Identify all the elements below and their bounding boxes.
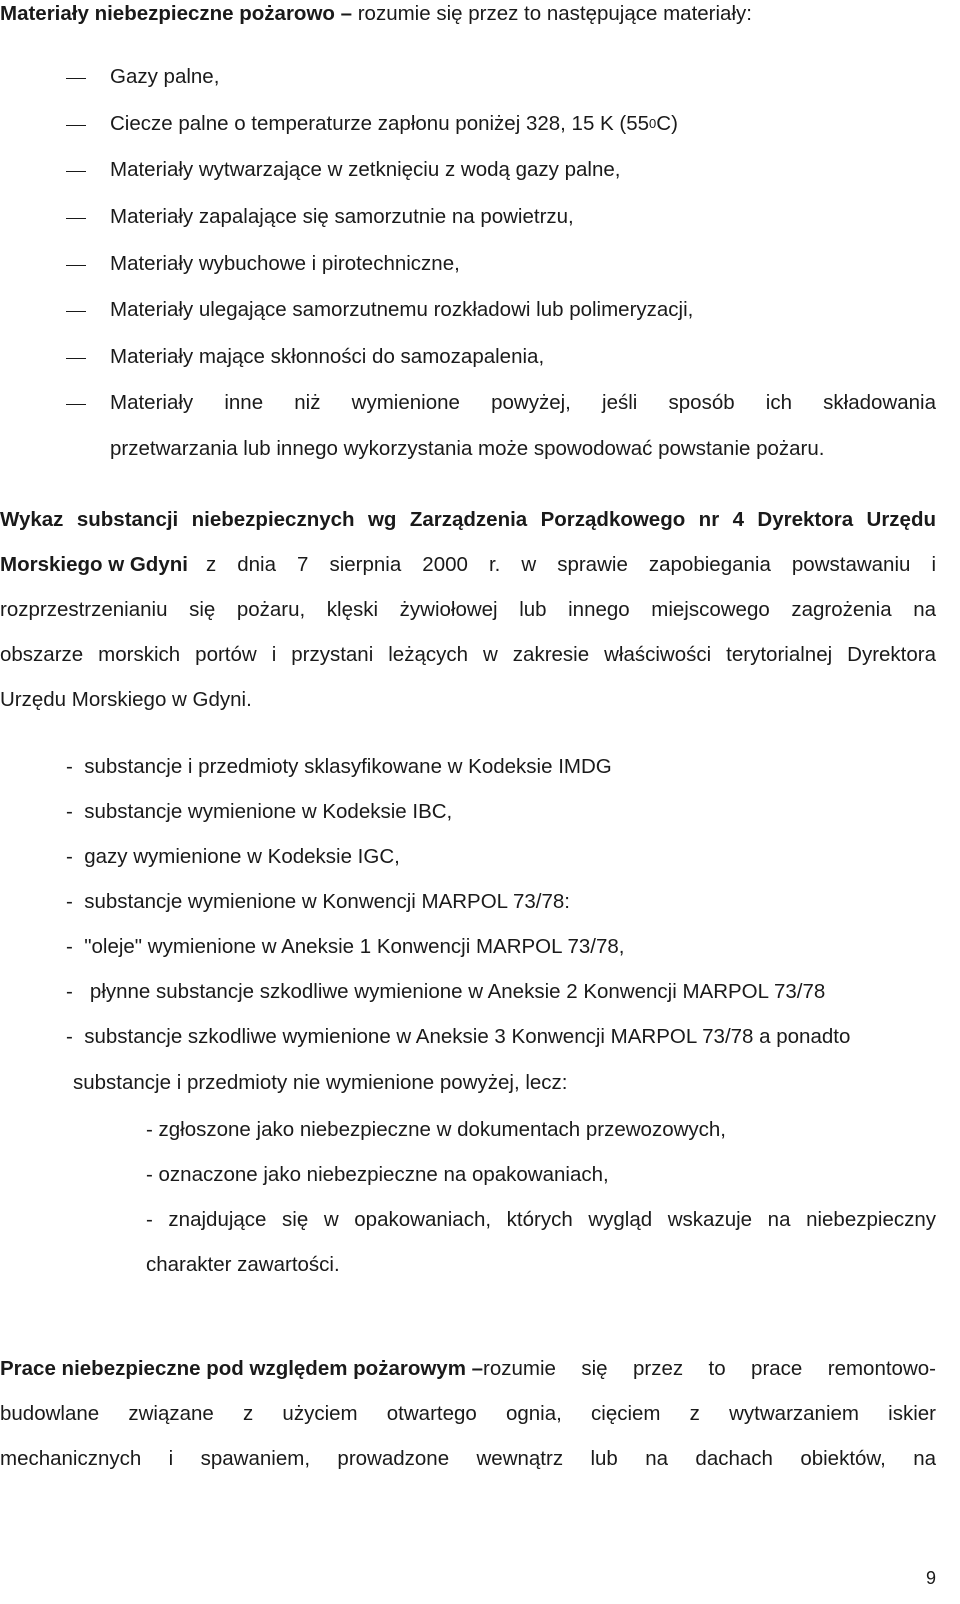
section2-line [0,553,936,577]
list-dash [66,218,86,219]
section1-heading-bold: Materiały niebezpieczne pożarowo – [0,2,353,25]
sublist-item: - zgłoszone jako niebezpieczne w dokumentach przewozowych, [146,1118,727,1141]
list-dash [66,404,86,405]
list-item: - gazy wymienione w Kodeksie IGC, [66,845,400,868]
list-item: Gazy palne, [110,65,220,88]
section3-line: budowlane związane z użyciem otwartego ognia, cięciem z wytwarzaniem iskier [0,1402,936,1425]
list-item: Materiały ulegające samorzutnemu rozkładowi lub polimeryzacji, [110,298,694,321]
list-item: - "oleje" wymienione w Aneksie 1 Konwencji MARPOL 73/78, [66,935,625,958]
list-dash [66,265,86,266]
list-item: Materiały wybuchowe i pirotechniczne, [110,252,460,275]
section3-line [0,1357,936,1381]
section2-text-segment: z dnia 7 sierpnia 2000 r. w sprawie zapobiegania powstawaniu i [205,553,936,576]
list-item-continuation: przetwarzania lub innego wykorzystania może spowodować powstanie pożaru. [110,437,825,460]
section2-line: Wykaz substancji niebezpiecznych wg Zarządzenia Porządkowego nr 4 Dyrektora Urzędu [0,508,936,531]
list-item: - substancje i przedmioty sklasyfikowane w Kodeksie IMDG [66,755,612,778]
list-item-continuation: substancje i przedmioty nie wymienione powyżej, lecz: [73,1071,568,1094]
list-dash [66,311,86,312]
section1-heading [0,2,752,26]
sublist-item: - znajdujące się w opakowaniach, których wygląd wskazuje na niebezpieczny [146,1208,936,1231]
list-item: - płynne substancje szkodliwe wymienione w Aneksie 2 Konwencji MARPOL 73/78 [66,980,826,1003]
list-item: Ciecze palne o temperaturze zapłonu poniżej 328, 15 K $(55^0C)$ [110,112,678,135]
list-dash [66,358,86,359]
list-item: Materiały inne niż wymienione powyżej, jeśli sposób ich składowania [110,391,936,414]
list-dash [66,78,86,79]
section1-heading-rest: rozumie się przez to następujące materiały: [352,2,752,25]
sublist-item: - oznaczone jako niebezpieczne na opakowaniach, [146,1163,609,1186]
superscript: 0 [649,116,657,131]
list-item: Materiały wytwarzające w zetknięciu z wodą gazy palne, [110,158,621,181]
section2-line: Urzędu Morskiego w Gdyni. [0,688,252,711]
section2-line: obszarze morskich portów i przystani leżących w zakresie właściwości terytorialnej Dyrektora [0,643,936,666]
section3-line: mechanicznych i spawaniem, prowadzone wewnątrz lub na dachach obiektów, na [0,1447,936,1470]
section2-bold-segment: Morskiego w Gdyni [0,553,188,576]
list-item: - substancje wymienione w Kodeksie IBC, [66,800,453,823]
sublist-item-continuation: charakter zawartości. [146,1253,340,1276]
list-item: Materiały zapalające się samorzutnie na powietrzu, [110,205,574,228]
list-item: - substancje wymienione w Konwencji MARPOL 73/78: [66,890,571,913]
list-dash [66,171,86,172]
list-item: Materiały mające skłonności do samozapalenia, [110,345,545,368]
list-item: - substancje szkodliwe wymienione w Aneksie 3 Konwencji MARPOL 73/78 a ponadto [66,1025,851,1048]
section3-heading-rest: rozumie się przez to prace remontowo- [483,1357,936,1380]
page-number: 9 [925,1568,936,1588]
section3-heading-bold: Prace niebezpieczne pod względem pożarowym – [0,1357,484,1380]
section2-line: rozprzestrzenianiu się pożaru, klęski żywiołowej lub innego miejscowego zagrożenia na [0,598,936,621]
list-dash [66,125,86,126]
